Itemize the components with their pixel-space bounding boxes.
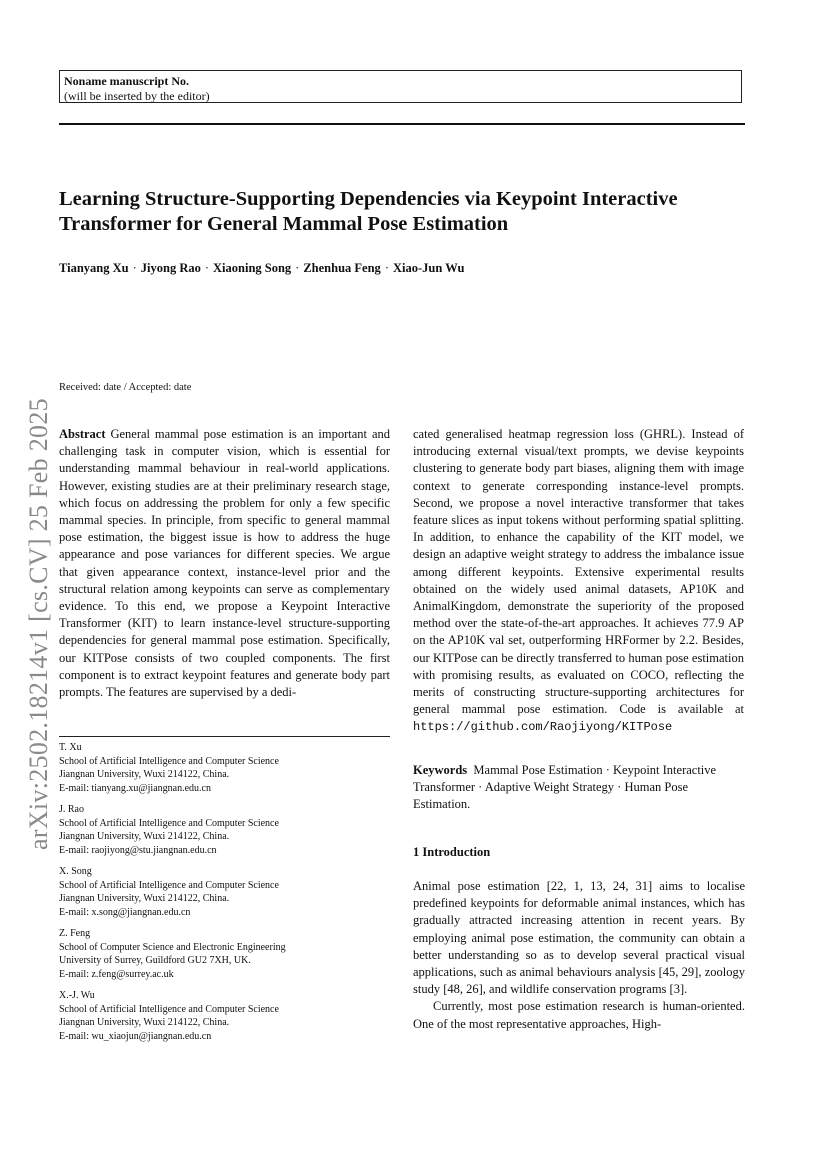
affiliation-name: T. Xu	[59, 742, 82, 753]
affiliation-block	[59, 865, 390, 919]
author-name: Jiyong Rao	[140, 261, 201, 275]
author-separator: ·	[295, 261, 300, 275]
affiliation-name: X. Song	[59, 866, 92, 877]
affiliation-email: E-mail: wu_xiaojun@jiangnan.edu.cn	[59, 1030, 212, 1042]
abstract-text: General mammal pose estimation is an important and challenging task in computer vision, which is essential for understanding mammal behaviour in real-world applications. However, existing studies are at their preliminary research stage, which focus on addressing the problem for only a few specific mammal species. In principle, from specific to general mammal pose estimation, the biggest issue is how to address the huge appearance and pose variances for different species. We argue that given appearance context, instance-level prior and the structural relation among keypoints can serve as complementary evidence. To this end, we propose a Keypoint Interactive Transformer (KIT) to learn instance-level structure-supporting dependencies for general mammal pose estimation. Specifically, our KITPose consists of two coupled components. The first component is to extract keypoint features and generate body part prompts. The features are supervised by a dedi-	[59, 427, 391, 700]
keywords	[413, 762, 745, 814]
affiliation-dept: School of Artificial Intelligence and Computer Science	[59, 817, 279, 829]
author-list	[59, 261, 749, 276]
arxiv-watermark	[20, 360, 53, 850]
affiliation-dept: School of Artificial Intelligence and Computer Science	[59, 1003, 279, 1015]
affiliation-name: X.-J. Wu	[59, 990, 95, 1001]
abstract-right-column	[413, 426, 744, 737]
author-name: Xiaoning Song	[213, 261, 292, 275]
code-url-link[interactable]: https://github.com/Raojiyong/KITPose	[413, 720, 673, 735]
received-date: Received: date / Accepted: date	[59, 382, 192, 393]
author-separator: ·	[384, 261, 389, 275]
introduction-body	[413, 878, 745, 1033]
author-name: Tianyang Xu	[59, 261, 129, 275]
affiliations	[59, 741, 390, 1051]
manuscript-number: Noname manuscript No.	[64, 74, 189, 88]
affiliation-email: E-mail: x.song@jiangnan.edu.cn	[59, 906, 191, 918]
section-heading-introduction: 1 Introduction	[413, 845, 491, 859]
affiliation-name: J. Rao	[59, 804, 84, 815]
author-name: Xiao-Jun Wu	[392, 261, 465, 275]
abstract-left-column	[59, 426, 390, 701]
affiliation-address: Jiangnan University, Wuxi 214122, China.	[59, 1017, 230, 1028]
paper-title: Learning Structure-Supporting Dependencies via Keypoint Interactive Transformer for General Mammal Pose Estimation	[59, 188, 678, 235]
affiliation-dept: School of Artificial Intelligence and Computer Science	[59, 879, 279, 891]
abstract-text-continued: cated generalised heatmap regression loss (GHRL). Instead of introducing external visual/text prompts, we devise keypoints clustering to generate body part biases, aligning them with image context to generate corresponding instance-level prompts. Second, we propose a novel interactive transformer that takes feature slices as input tokens without performing spatial splitting. In addition, to enhance the capability of the KIT model, we design an adaptive weight strategy to address the imbalance issue among different keypoints. Extensive experimental results obtained on the widely used animal datasets, AP10K and AnimalKingdom, demonstrate the superiority of the proposed method over the state-of-the-art approaches. It achieves 77.9 AP on the AP10K val set, outperforming HRFormer by 2.2. Besides, our KITPose can be directly transferred to human pose estimation with promising results, as evaluated on COCO, reflecting the merits of constructing structure-supporting architectures for general mammal pose estimation. Code is available at	[413, 427, 744, 717]
author-name: Zhenhua Feng	[303, 261, 381, 275]
affiliation-email: E-mail: z.feng@surrey.ac.uk	[59, 968, 174, 980]
affiliation-address: Jiangnan University, Wuxi 214122, China.	[59, 831, 230, 842]
author-separator: ·	[204, 261, 210, 275]
editor-note-box	[59, 70, 742, 103]
affiliation-email: E-mail: raojiyong@stu.jiangnan.edu.cn	[59, 844, 217, 856]
affiliation-address: Jiangnan University, Wuxi 214122, China.	[59, 769, 230, 780]
author-separator: ·	[132, 261, 137, 275]
affiliation-block	[59, 989, 390, 1043]
affiliation-dept: School of Artificial Intelligence and Computer Science	[59, 755, 279, 767]
keywords-label: Keywords	[413, 763, 468, 777]
affiliation-name: Z. Feng	[59, 928, 91, 939]
intro-paragraph: Animal pose estimation [22, 1, 13, 24, 31] aims to localise predefined keypoints for deformable animal instances, which has gradually attracted increasing attention in recent years. By employing animal pose estimation, the community can obtain a better understanding so as to develop several practical visual applications, such as animal behaviours analysis [45, 29], zoology study [48, 26], and wildlife conservation programs [3].	[413, 879, 745, 997]
affiliation-dept: School of Computer Science and Electronic Engineering	[59, 941, 286, 953]
abstract-label: Abstract	[59, 427, 106, 441]
affiliation-address: Jiangnan University, Wuxi 214122, China.	[59, 893, 230, 904]
affiliation-block	[59, 741, 390, 795]
intro-paragraph: Currently, most pose estimation research is human-oriented. One of the most representative approaches, High-	[413, 999, 745, 1031]
editor-note: (will be inserted by the editor)	[64, 88, 210, 103]
arxiv-id-label: arXiv:2502.18214v1 [cs.CV] 25 Feb 2025	[24, 398, 53, 850]
affiliation-block	[59, 927, 390, 981]
affiliation-address: University of Surrey, Guildford GU2 7XH, UK.	[59, 955, 251, 966]
header-rule	[59, 123, 745, 125]
footnote-rule	[59, 736, 390, 737]
affiliation-block	[59, 803, 390, 857]
affiliation-email: E-mail: tianyang.xu@jiangnan.edu.cn	[59, 782, 211, 794]
keywords-text: Mammal Pose Estimation · Keypoint Interactive Transformer · Adaptive Weight Strategy · Human Pose Estimation.	[413, 763, 717, 812]
